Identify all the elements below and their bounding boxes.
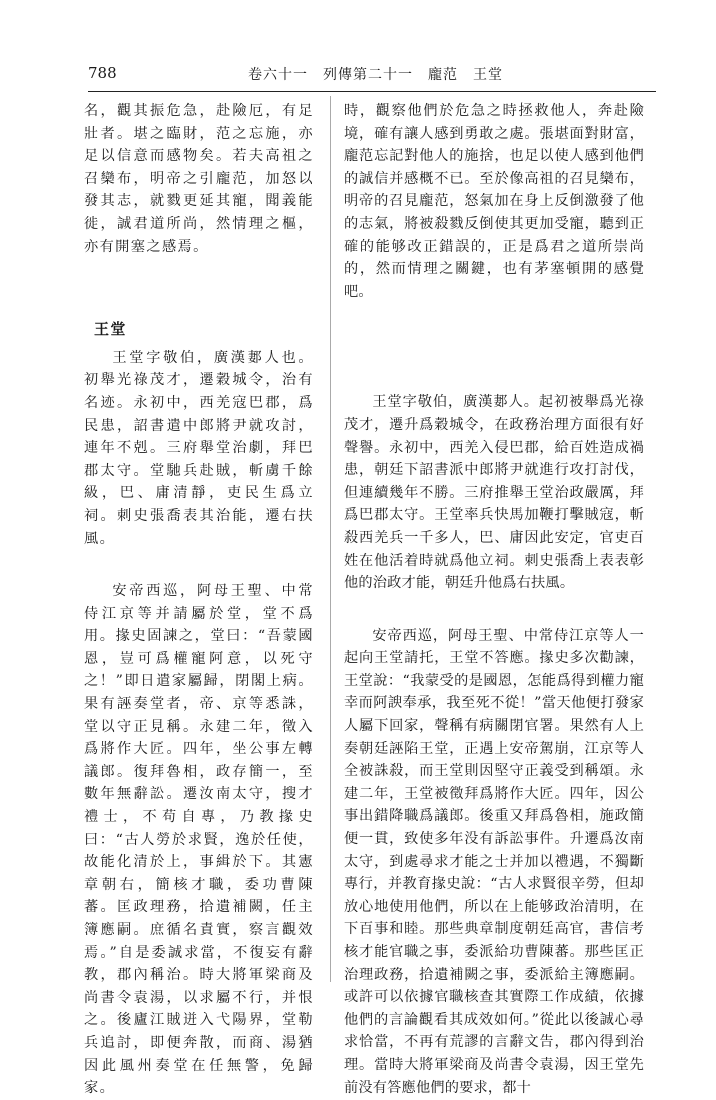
right-column-translation (344, 100, 644, 1099)
left-section-paragraph-2: 安帝西巡，阿母王聖、中常侍江京等并請屬於堂，堂不爲用。掾史固諫之，堂曰：“吾蒙國恩，豈可爲權寵阿意，以死守之！”即日遣家屬歸，閉閣上病。果有誣奏堂者，帝、京等悉誅，堂以守正見稱。永建二年，徵入爲將作大匠。四年，坐公事左轉議郎。復拜魯相，政存簡一，至數年無辭訟。遷汝南太守，搜才禮士，不苟自專，乃教掾史曰：“古人勞於求賢，逸於任使，故能化清於上，事緝於下。其憲章朝右，簡核才職，委功曹陳蕃。匡政理務，拾遺補闕，任主簿應嗣。庶循名責實，察言觀效焉。”自是委誠求當，不復妄有辭教，郡內稱治。時大將軍梁商及尚書令袁湯，以求屬不行，并恨之。後廬江賊迸入弋陽界，堂勒兵追討，即便奔散，而商、湯猶因此風州奏堂在任無警，免歸家。 (84, 583, 314, 1097)
page-header (88, 64, 656, 88)
column-divider (330, 96, 331, 982)
right-section-paragraph-2: 安帝西巡，阿母王聖、中常侍江京等人一起向王堂請托，王堂不答應。掾史多次勸諫，王堂說：“我蒙受的是國恩，怎能爲得到權力寵幸而阿諛奉承，我至死不從！”當天他便打發家人屬下回家，聲稱有病關閉官署。果然有人上奏朝廷誣陷王堂，正遇上安帝駕崩，江京等人全被誅殺，而王堂則因堅守正義受到稱頌。永建二年，王堂被徵拜爲將作大匠。四年，因公事出錯降職爲議郎。後重又拜爲魯相，施政簡便一貫，致使多年没有訴訟事件。升遷爲汝南太守，到處尋求才能之士并加以禮遇，不獨斷專行，并教育掾史說：“古人求賢很辛勞，但却放心地使用他們，所以在上能够政治清明，在下百事和睦。那些典章制度朝廷高官，書信考核才能官職之事，委派給功曹陳蕃。那些匡正治理政務，拾遺補闕之事，委派給主簿應嗣。或許可以依據官職核查其實際工作成績，依據他們的言論觀看其成效如何。”從此以後誠心尋求恰當，不再有荒謬的言辭文告，郡內得到治理。當時大將軍梁商及尚書令袁湯，因王堂先前没有答應他們的要求，都十 (344, 627, 644, 1096)
page-number: 788 (88, 64, 117, 82)
running-head: 卷六十一 列傳第二十一 龐范 王堂 (248, 67, 503, 83)
left-column-classical-text (84, 100, 314, 1100)
left-intro-paragraph: 名，觀其振危急，赴險厄，有足壯者。堪之臨財，范之忘施，亦足以信意而感物矣。若夫高祖之召欒布，明帝之引龐范，加怒以發其志，就戮更延其寵，聞義能徙，誠君道所尚，然情理之樞，亦有開塞之感焉。 (84, 103, 314, 255)
right-intro-paragraph: 時，觀察他們於危急之時拯救他人，奔赴險境，確有讓人感到勇敢之處。張堪面對財富，龐范忘記對他人的施捨，也足以使人感到他們的誠信并感概不已。至於像高祖的召見欒布，明帝的召見龐范，怒氣加在身上反倒激發了他的志氣，將被殺戮反倒使其更加受寵，聽到正確的能够改正錯誤的，正是爲君之道所崇尚的，然而情理之關鍵，也有茅塞頓開的感覺吧。 (344, 103, 644, 300)
header-rule (88, 91, 656, 92)
right-section-paragraph-1: 王堂字敬伯，廣漢郪人。起初被舉爲光祿茂才，遷升爲穀城令，在政務治理方面很有好聲譽。永初中，西羌入侵巴郡，給百姓造成禍患，朝廷下詔書派中郎將尹就進行攻打討伐，但連續幾年不勝。三府推舉王堂治政嚴厲，拜爲巴郡太守。王堂率兵快馬加鞭打擊賊寇，斬殺西羌兵一千多人，巴、庸因此安定，官吏百姓在他活着時就爲他立祠。刺史張喬上表表彰他的治政才能，朝廷升他爲右扶風。 (344, 394, 644, 592)
left-section-paragraph-1: 王堂字敬伯，廣漢郪人也。初舉光祿茂才，遷穀城令，治有名迹。永初中，西羌寇巴郡，爲民患，詔書遣中郎將尹就攻討，連年不剋。三府舉堂治劇，拜巴郡太守。堂馳兵赴賊，斬虜千餘級，巴、庸清靜，吏民生爲立祠。刺史張喬表其治能，遷右扶風。 (84, 349, 314, 547)
section-title: 王堂 (94, 320, 127, 339)
